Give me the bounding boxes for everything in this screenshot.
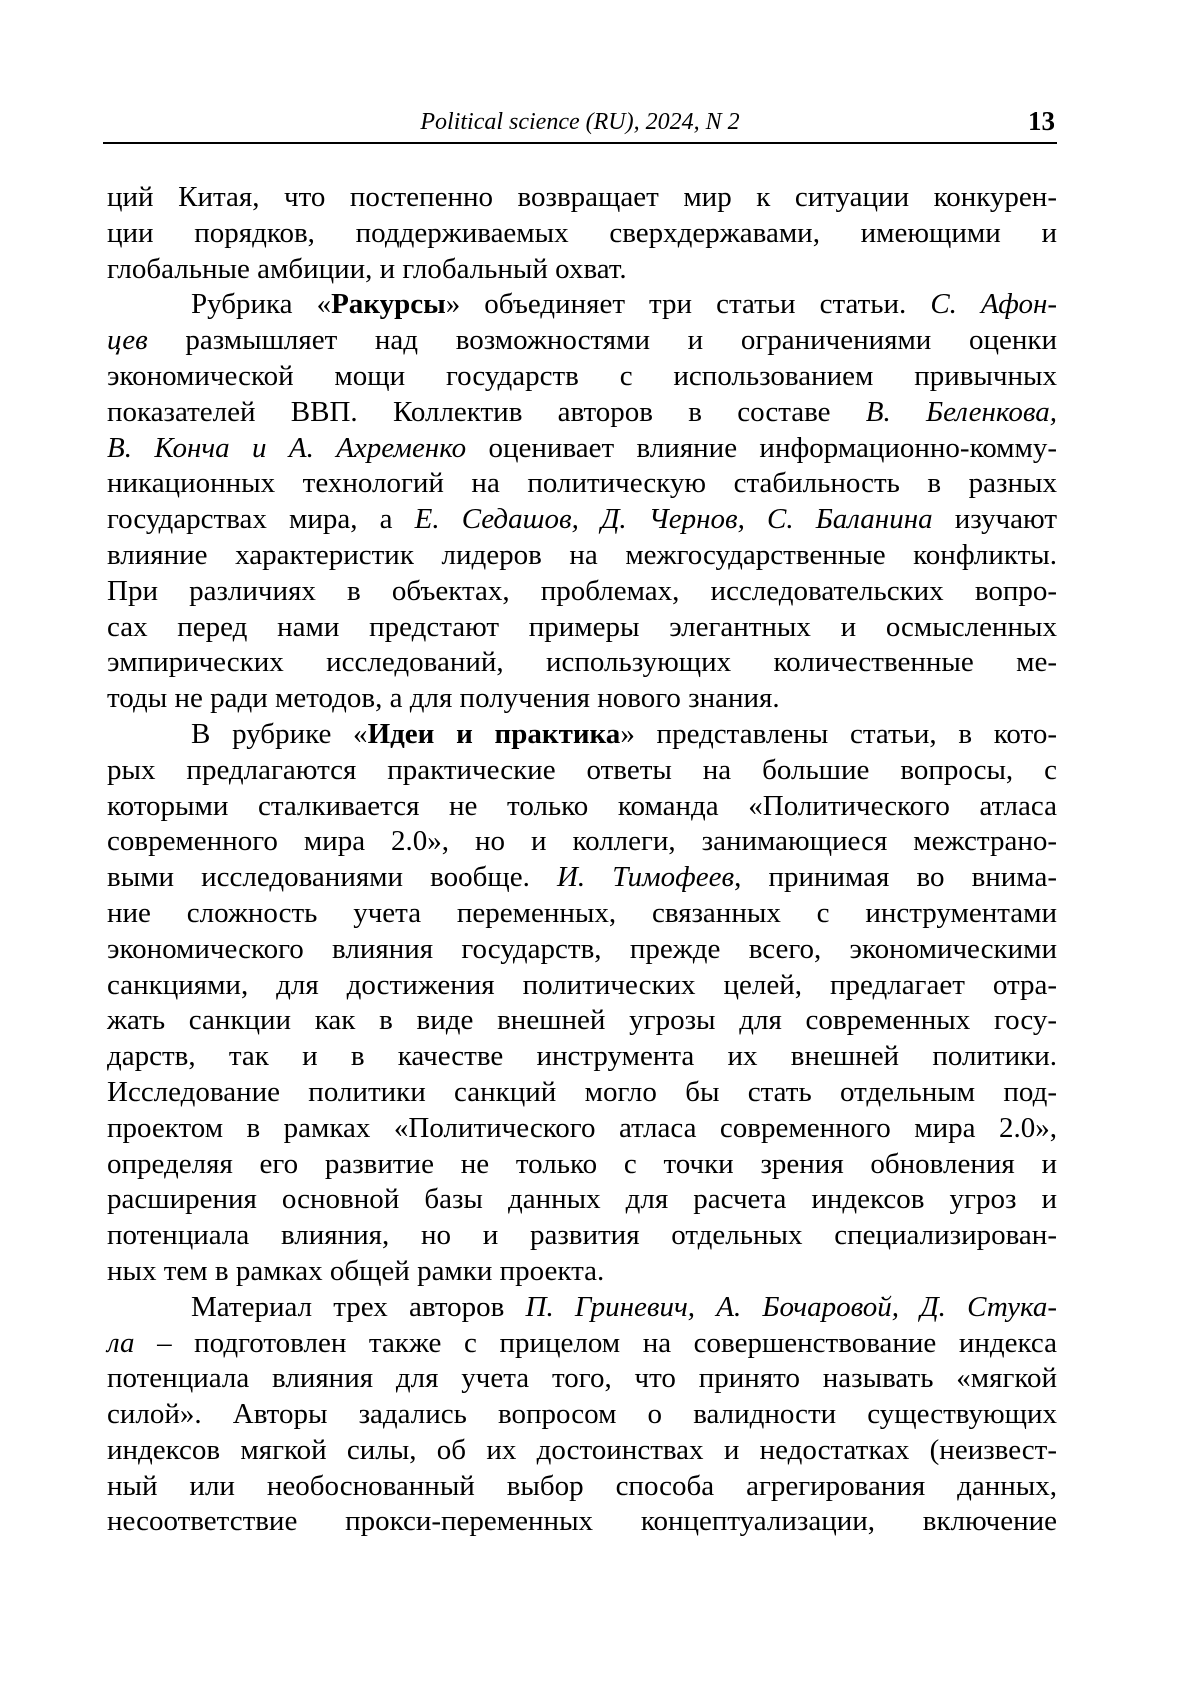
- text-line: [107, 1361, 1057, 1397]
- text-line: [107, 1182, 1057, 1218]
- text-line: [107, 645, 1057, 681]
- text-run: сах перед нами предстают примеры элегантных и осмысленных: [107, 610, 1057, 643]
- text-line: [107, 180, 1057, 216]
- text-run: современного мира 2.0», но и коллеги, занимающиеся межстрано-: [107, 825, 1057, 858]
- text-run: изучают: [932, 503, 1057, 536]
- text-run: тоды не ради методов, а для получения нового знания.: [107, 682, 780, 715]
- text-run: потенциала влияния, но и развития отдельных специализирован-: [107, 1219, 1057, 1252]
- text-run: эмпирических исследований, использующих количественные ме-: [107, 646, 1057, 679]
- text-run: выми исследованиями вообще.: [107, 861, 557, 894]
- text-run: При различиях в объектах, проблемах, исследовательских вопро-: [107, 574, 1057, 607]
- article-text: [107, 180, 1057, 1540]
- text-line: [107, 1290, 1057, 1326]
- text-line: [107, 1504, 1057, 1540]
- text-line: [107, 395, 1057, 431]
- author-names: И. Тимофеев: [556, 861, 735, 894]
- text-line: [107, 574, 1057, 610]
- text-line: [107, 252, 1057, 288]
- text-line: [107, 538, 1057, 574]
- text-run: глобальные амбиции, и глобальный охват.: [107, 252, 627, 285]
- text-line: [107, 359, 1057, 395]
- text-run: ных тем в рамках общей рамки проекта.: [107, 1254, 605, 1287]
- text-line: [107, 1433, 1057, 1469]
- author-names: В. Беленкова,: [865, 395, 1058, 428]
- text-line: [107, 681, 1057, 717]
- text-line: [107, 1003, 1057, 1039]
- text-run: Рубрика «: [191, 288, 332, 321]
- text-line: [107, 1147, 1057, 1183]
- text-run: влияние характеристик лидеров на межгосударственные конфликты.: [107, 538, 1057, 571]
- text-line: [107, 1075, 1057, 1111]
- text-line: [107, 323, 1057, 359]
- text-line: [107, 717, 1057, 753]
- author-names: Е. Седашов, Д. Чернов, С. Баланина: [414, 503, 933, 536]
- text-run: никационных технологий на политическую стабильность в разных: [107, 467, 1057, 500]
- page-number: 13: [1028, 106, 1055, 136]
- text-run: Материал трех авторов: [191, 1290, 526, 1323]
- journal-title: Political science (RU), 2024, N 2: [420, 109, 740, 135]
- text-run: » представлены статьи, в кото-: [620, 717, 1057, 750]
- author-names: ла: [107, 1326, 135, 1359]
- text-run: экономической мощи государств с использованием привычных: [107, 359, 1057, 392]
- text-run: Исследование политики санкций могло бы стать отдельным под-: [107, 1075, 1057, 1108]
- text-line: [107, 287, 1057, 323]
- text-run: экономического влияния государств, прежде всего, экономическими: [107, 932, 1057, 965]
- text-run: несоответствие прокси-переменных концептуализации, включение: [107, 1505, 1057, 1538]
- text-run: показателей ВВП. Коллектив авторов в составе: [107, 395, 866, 428]
- text-line: [107, 896, 1057, 932]
- text-line: [107, 1039, 1057, 1075]
- text-run: потенциала влияния для учета того, что принято называть «мягкой: [107, 1362, 1057, 1395]
- text-line: [107, 932, 1057, 968]
- text-line: [107, 502, 1057, 538]
- text-run: ций Китая, что постепенно возвращает мир к ситуации конкурен-: [107, 181, 1057, 213]
- text-line: [107, 1218, 1057, 1254]
- text-line: [107, 1254, 1057, 1290]
- text-run: дарств, так и в качестве инструмента их внешней политики.: [107, 1040, 1057, 1073]
- text-run: , принимая во внима-: [734, 861, 1057, 894]
- text-line: [107, 431, 1057, 467]
- text-run: оценивает влияние информационно-комму-: [466, 431, 1058, 464]
- text-run: определяя его развитие не только с точки зрения обновления и: [107, 1147, 1057, 1180]
- text-line: [107, 1397, 1057, 1433]
- text-line: [107, 1469, 1057, 1505]
- text-line: [107, 610, 1057, 646]
- text-line: [107, 824, 1057, 860]
- text-run: В рубрике «: [191, 717, 368, 750]
- text-run: расширения основной базы данных для расчета индексов угроз и: [107, 1183, 1057, 1216]
- running-header: [103, 104, 1057, 144]
- text-run: силой». Авторы задались вопросом о валидности существующих: [107, 1398, 1057, 1431]
- author-names: В. Конча и А. Ахременко: [107, 431, 467, 464]
- text-run: размышляет над возможностями и ограничениями оценки: [147, 324, 1057, 357]
- text-run: санкциями, для достижения политических целей, предлагает отра-: [107, 968, 1057, 1001]
- text-run: ции порядков, поддерживаемых сверхдержавами, имеющими и: [107, 216, 1057, 249]
- text-line: [107, 753, 1057, 789]
- text-run: государствах мира, а: [107, 503, 415, 536]
- text-line: [107, 789, 1057, 825]
- text-line: [107, 216, 1057, 252]
- rubric-name: Ракурсы: [331, 288, 446, 321]
- text-run: – подготовлен также с прицелом на совершенствование индекса: [134, 1326, 1057, 1359]
- text-run: ный или необоснованный выбор способа агрегирования данных,: [107, 1469, 1057, 1502]
- text-run: » объединяет три статьи статьи.: [445, 288, 931, 321]
- author-names: С. Афон-: [930, 288, 1058, 321]
- text-line: [107, 1111, 1057, 1147]
- text-line: [107, 968, 1057, 1004]
- text-run: которыми сталкивается не только команда «Политического атласа: [107, 789, 1057, 822]
- author-names: П. Гриневич, А. Бочаровой, Д. Стука-: [525, 1290, 1057, 1323]
- text-line: [107, 466, 1057, 502]
- text-run: ние сложность учета переменных, связанных с инструментами: [107, 896, 1057, 929]
- rubric-name: Идеи и практика: [367, 717, 621, 750]
- text-run: проектом в рамках «Политического атласа современного мира 2.0»,: [107, 1111, 1057, 1144]
- text-line: [107, 1326, 1057, 1362]
- text-run: индексов мягкой силы, об их достоинствах и недостатках (неизвест-: [107, 1433, 1057, 1466]
- text-line: [107, 860, 1057, 896]
- text-run: жать санкции как в виде внешней угрозы для современных госу-: [107, 1004, 1057, 1037]
- author-names: цев: [107, 324, 148, 357]
- text-run: рых предлагаются практические ответы на большие вопросы, с: [107, 753, 1057, 786]
